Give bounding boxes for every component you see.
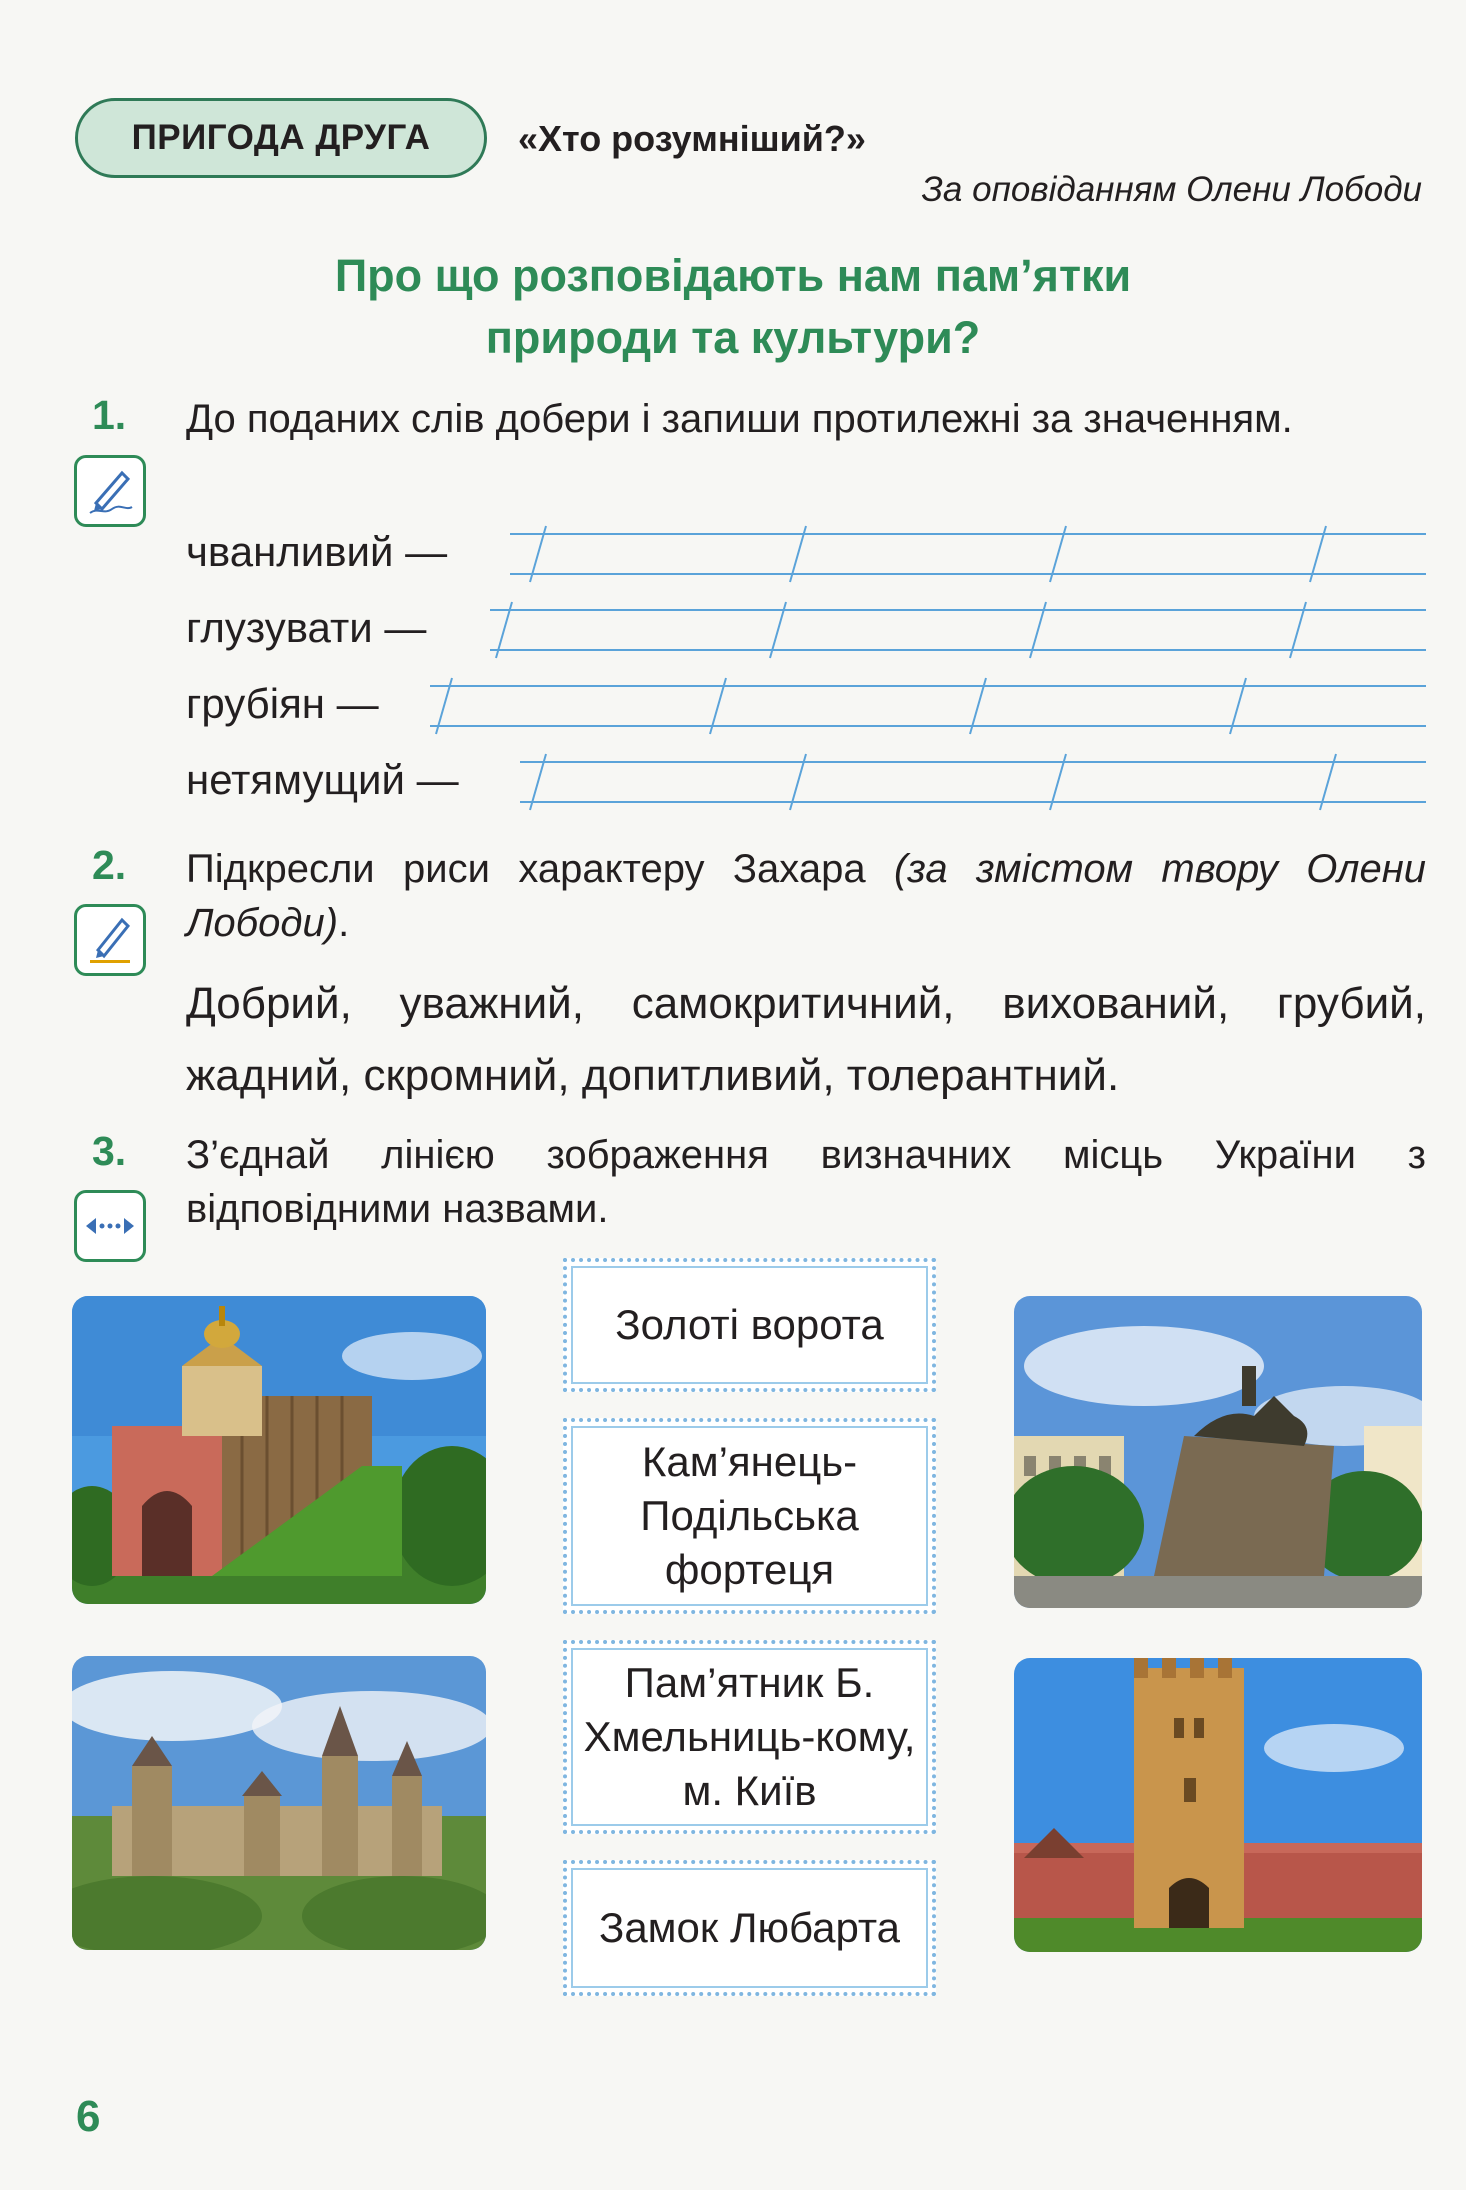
golden-gate-photo[interactable] bbox=[72, 1296, 486, 1604]
task-2-text-main: Підкресли риси характеру Захара bbox=[186, 847, 894, 891]
lubart-castle-photo[interactable] bbox=[1014, 1658, 1422, 1952]
task-1-number: 1. bbox=[92, 392, 127, 438]
task-2-text-italic: (за змістом твору Олени Лободи) bbox=[186, 847, 1426, 945]
place-name-box-3[interactable]: Пам’ятник Б. Хмельниць-кому, м. Київ bbox=[563, 1640, 936, 1834]
section-title-line-1: Про що розповідають нам пам’ятки bbox=[334, 250, 1132, 301]
task-2-number: 2. bbox=[92, 842, 127, 888]
pen-writing-icon bbox=[74, 455, 146, 527]
story-title: «Хто розумніший?» bbox=[518, 118, 866, 159]
task-3-number: 3. bbox=[92, 1128, 127, 1174]
word-2: глузувати — bbox=[186, 604, 427, 651]
task-2-text-end: . bbox=[338, 901, 350, 945]
task-3-text: З’єднай лінією зображення визначних місць України з відповідними назвами. bbox=[186, 1133, 1426, 1231]
kamianets-fortress-photo[interactable] bbox=[72, 1656, 486, 1950]
answer-line-2[interactable] bbox=[490, 600, 1426, 660]
section-title-line-2: природи та культури? bbox=[485, 312, 981, 363]
place-name-box-2[interactable]: Кам’янець-Подільська фортеця bbox=[563, 1418, 936, 1614]
page-number: 6 bbox=[76, 2092, 101, 2141]
answer-line-1[interactable] bbox=[510, 524, 1426, 584]
character-traits[interactable]: Добрий, уважний, самокритичний, вихований, грубий, жадний, скромний, допитливий, толерантний. bbox=[186, 979, 1426, 1100]
chapter-badge: ПРИГОДА ДРУГА bbox=[75, 98, 487, 178]
answer-line-4[interactable] bbox=[520, 752, 1426, 812]
word-4: нетямущий — bbox=[186, 756, 459, 803]
place-name-box-4[interactable]: Замок Любарта bbox=[563, 1860, 936, 1996]
task-2-text bbox=[186, 842, 1426, 950]
task-1-text: До поданих слів добери і запиши протилежні за значенням. bbox=[186, 397, 1293, 441]
khmelnytsky-monument-photo[interactable] bbox=[1014, 1296, 1422, 1608]
word-1: чванливий — bbox=[186, 528, 448, 575]
connect-arrows-icon bbox=[74, 1190, 146, 1262]
section-title bbox=[0, 245, 1466, 369]
pen-underline-icon bbox=[74, 904, 146, 976]
place-name-box-1[interactable]: Золоті ворота bbox=[563, 1258, 936, 1392]
word-3: грубіян — bbox=[186, 680, 379, 727]
answer-line-3[interactable] bbox=[430, 676, 1426, 736]
story-source: За оповіданням Олени Лободи bbox=[921, 170, 1422, 209]
